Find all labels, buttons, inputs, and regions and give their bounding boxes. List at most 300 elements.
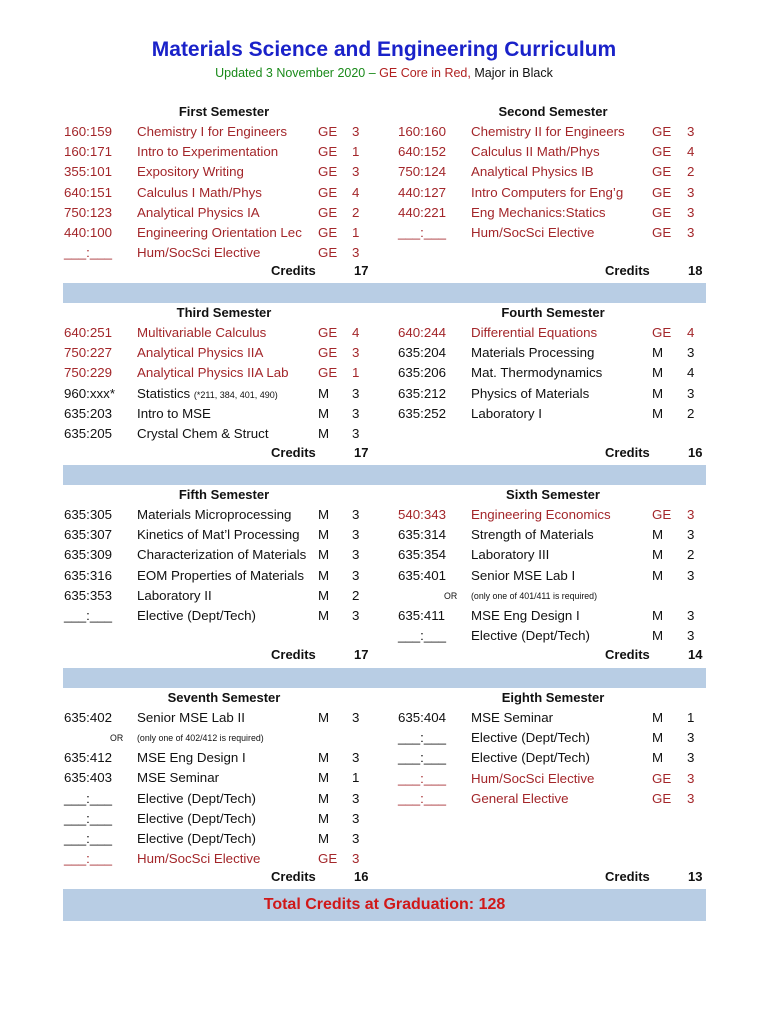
- credits-label: Credits: [605, 647, 650, 662]
- course-name: Elective (Dept/Tech): [137, 810, 256, 826]
- course-type: GE: [652, 770, 672, 786]
- course-name-cell: [471, 384, 589, 404]
- course-name-cell: [471, 404, 542, 424]
- course-type: GE: [318, 204, 338, 220]
- semester-8: [398, 688, 708, 809]
- course-credits: 2: [687, 547, 695, 563]
- course-name: Hum/SocSci Elective: [137, 245, 261, 261]
- course-code: 635:314: [398, 527, 447, 543]
- course-type: M: [318, 607, 330, 623]
- course-name: Eng Mechanics:Statics: [471, 204, 606, 220]
- course-credits: 3: [687, 507, 695, 522]
- course-type: M: [652, 385, 664, 401]
- course-credits: 3: [687, 204, 695, 220]
- course-name: Laboratory III: [471, 547, 550, 563]
- course-code: 640:152: [398, 144, 447, 160]
- course-code: 440:127: [398, 184, 447, 200]
- course-code: ___:___: [64, 607, 113, 623]
- course-name-cell: [471, 626, 590, 646]
- course-name-cell: [471, 769, 594, 789]
- course-name: Intro to Experimentation: [137, 144, 279, 160]
- course-code: 355:101: [64, 164, 113, 180]
- course-name: Analytical Physics IIA: [137, 345, 264, 361]
- course-name-cell: [471, 728, 590, 748]
- total-credits: Total Credits at Graduation: 128: [63, 889, 706, 921]
- course-name: Elective (Dept/Tech): [137, 830, 256, 846]
- course-name-cell: [471, 162, 594, 182]
- course-row: [398, 363, 708, 383]
- course-name: Materials Microprocessing: [137, 507, 292, 522]
- course-code: 635:412: [64, 750, 113, 766]
- course-credits: 3: [352, 547, 360, 563]
- course-name-cell: [137, 545, 306, 565]
- course-name: Materials Processing: [471, 345, 595, 361]
- course-name-cell: [471, 708, 553, 728]
- course-row: [64, 323, 384, 343]
- course-name-cell: [471, 142, 600, 162]
- course-name: Elective (Dept/Tech): [137, 607, 256, 623]
- course-code: 640:244: [398, 325, 447, 340]
- course-code: 635:212: [398, 385, 447, 401]
- course-name-cell: [471, 606, 580, 626]
- course-name-cell: [137, 243, 260, 263]
- subtitle-updated: Updated 3 November 2020 –: [215, 66, 380, 80]
- course-row: [398, 789, 708, 809]
- course-row: [64, 122, 384, 142]
- course-code: 635:316: [64, 567, 113, 583]
- course-row: [398, 626, 708, 646]
- course-name-cell: [137, 323, 266, 343]
- course-code: 160:171: [64, 144, 113, 160]
- course-name: Intro to MSE: [137, 405, 211, 421]
- course-name: Statistics: [137, 385, 194, 401]
- course-credits: 4: [687, 365, 695, 381]
- section-divider: [63, 283, 706, 303]
- course-name: MSE Seminar: [471, 710, 554, 725]
- course-row: [64, 829, 384, 849]
- course-type: GE: [652, 204, 672, 220]
- credits-total: 16: [354, 869, 369, 884]
- course-name: Differential Equations: [471, 325, 598, 340]
- course-name: Calculus I Math/Phys: [137, 184, 262, 200]
- course-code: ___:___: [398, 627, 447, 643]
- semester-title: Seventh Semester: [167, 690, 281, 705]
- course-row: [398, 323, 708, 343]
- course-name: MSE Eng Design I: [137, 750, 246, 766]
- course-credits: 3: [687, 184, 695, 200]
- course-type: M: [318, 830, 330, 846]
- or-label: OR: [110, 733, 124, 744]
- course-type: GE: [652, 124, 672, 139]
- course-code: 635:402: [64, 710, 113, 725]
- course-name-cell: [471, 525, 594, 545]
- course-type: M: [318, 527, 330, 543]
- credits-label: Credits: [605, 869, 650, 884]
- semester-title: Eighth Semester: [501, 690, 605, 705]
- course-row: [398, 223, 708, 243]
- course-type: M: [318, 790, 330, 806]
- course-credits: 3: [687, 224, 695, 240]
- course-name-cell: [137, 203, 260, 223]
- section-divider: [63, 465, 706, 485]
- course-type: M: [652, 547, 664, 563]
- course-credits: 4: [687, 144, 695, 160]
- semester-3: [64, 303, 384, 444]
- course-type: GE: [318, 184, 338, 200]
- course-row: [64, 142, 384, 162]
- course-credits: 3: [687, 124, 695, 139]
- course-credits: 3: [352, 750, 360, 766]
- page-subtitle: [0, 66, 768, 80]
- course-row: [64, 363, 384, 383]
- course-credits: 2: [687, 164, 695, 180]
- course-row: [64, 183, 384, 203]
- course-credits: 3: [352, 405, 360, 421]
- course-row: [64, 586, 384, 606]
- course-name: Elective (Dept/Tech): [471, 627, 590, 643]
- course-credits: 3: [687, 750, 695, 766]
- course-row: [64, 768, 384, 788]
- course-code: 750:123: [64, 204, 113, 220]
- page-title: Materials Science and Engineering Curriculum: [151, 38, 617, 61]
- course-name-cell: [137, 122, 287, 142]
- course-row: [398, 122, 708, 142]
- course-row: [398, 384, 708, 404]
- course-credits: 3: [352, 245, 360, 261]
- course-row: [398, 728, 708, 748]
- course-code: 635:305: [64, 507, 113, 522]
- course-row: [64, 243, 384, 263]
- course-type: M: [652, 345, 664, 361]
- course-row: [64, 748, 384, 768]
- course-type: GE: [318, 245, 338, 261]
- course-name: Expository Writing: [137, 164, 244, 180]
- course-row: [398, 545, 708, 565]
- course-name-cell: [137, 162, 244, 182]
- course-type: M: [318, 425, 330, 441]
- semester-title: Second Semester: [498, 104, 608, 119]
- course-code: 160:159: [64, 124, 113, 139]
- course-type: M: [652, 710, 664, 725]
- course-code: 635:309: [64, 547, 113, 563]
- credits-label: Credits: [271, 263, 316, 278]
- course-name-cell: [137, 223, 302, 243]
- course-credits: 3: [352, 507, 360, 522]
- semester-title: Fourth Semester: [501, 305, 605, 320]
- course-name: EOM Properties of Materials: [137, 567, 305, 583]
- course-type: GE: [652, 184, 672, 200]
- course-type: M: [318, 810, 330, 826]
- course-row: [398, 505, 708, 525]
- course-name-cell: [471, 748, 590, 768]
- or-label: OR: [444, 590, 458, 601]
- course-name: Intro Computers for Eng’g: [471, 184, 624, 200]
- course-type: M: [652, 567, 664, 583]
- course-name: Characterization of Materials: [137, 547, 307, 563]
- course-code: ___:___: [398, 224, 447, 240]
- credits-total: 17: [354, 263, 369, 278]
- course-name-cell: [137, 525, 300, 545]
- course-type: GE: [318, 365, 338, 381]
- or-note-row: [398, 586, 708, 606]
- semester-6: [398, 485, 708, 646]
- course-name: Analytical Physics IB: [471, 164, 594, 180]
- course-row: [398, 769, 708, 789]
- course-note: (*211, 384, 401, 490): [193, 389, 278, 400]
- course-code: 440:221: [398, 204, 447, 220]
- course-credits: 3: [352, 607, 360, 623]
- course-row: [64, 545, 384, 565]
- requirement-note: (only one of 402/412 is required): [137, 733, 264, 744]
- course-row: [398, 708, 708, 728]
- course-name-cell: [137, 404, 211, 424]
- credits-total: 14: [688, 647, 703, 662]
- course-type: GE: [652, 325, 672, 340]
- course-name: Hum/SocSci Elective: [137, 851, 261, 867]
- course-name-cell: [137, 384, 278, 405]
- course-row: [64, 789, 384, 809]
- course-credits: 3: [687, 627, 695, 643]
- course-code: 750:124: [398, 164, 447, 180]
- course-name-cell: [137, 768, 219, 788]
- course-type: GE: [652, 790, 672, 806]
- course-row: [64, 809, 384, 829]
- course-name: Crystal Chem & Struct: [137, 425, 269, 441]
- course-code: 635:403: [64, 770, 113, 786]
- semester-title: Sixth Semester: [506, 487, 600, 502]
- semester-2: [398, 102, 708, 243]
- course-code: 635:307: [64, 527, 113, 543]
- course-credits: 3: [687, 527, 695, 543]
- course-name-cell: [471, 323, 597, 343]
- credits-total: 18: [688, 263, 703, 278]
- course-code: 640:251: [64, 325, 113, 340]
- course-name-cell: [137, 606, 256, 626]
- course-code: 160:160: [398, 124, 447, 139]
- course-code: 635:203: [64, 405, 113, 421]
- course-row: [64, 343, 384, 363]
- course-code: 750:227: [64, 345, 113, 361]
- course-name-cell: [137, 363, 289, 383]
- course-type: M: [318, 587, 330, 603]
- course-row: [64, 849, 384, 869]
- course-row: [64, 424, 384, 444]
- course-name-cell: [137, 424, 269, 444]
- course-name: Hum/SocSci Elective: [471, 224, 595, 240]
- course-name: Kinetics of Mat’l Processing: [137, 527, 300, 543]
- course-name: Hum/SocSci Elective: [471, 770, 595, 786]
- course-credits: 3: [687, 790, 695, 806]
- course-row: [398, 183, 708, 203]
- course-credits: 3: [687, 730, 695, 746]
- course-code: 635:204: [398, 345, 447, 361]
- course-credits: 3: [687, 345, 695, 361]
- course-credits: 3: [687, 567, 695, 583]
- course-code: ___:___: [64, 810, 113, 826]
- course-code: 540:343: [398, 507, 447, 522]
- requirement-note: (only one of 401/411 is required): [471, 590, 598, 601]
- semester-7: [64, 688, 384, 869]
- course-row: [64, 223, 384, 243]
- course-name: Engineering Orientation Lec: [137, 224, 302, 240]
- course-name: Calculus II Math/Phys: [471, 144, 600, 160]
- credits-total: 17: [354, 445, 369, 460]
- credits-label: Credits: [271, 647, 316, 662]
- course-code: ___:___: [64, 830, 113, 846]
- course-code: ___:___: [398, 790, 447, 806]
- course-name: Laboratory I: [471, 405, 542, 421]
- course-type: M: [652, 730, 664, 746]
- course-name-cell: [137, 343, 263, 363]
- course-name: Physics of Materials: [471, 385, 590, 401]
- course-code: 960:xxx*: [64, 385, 115, 401]
- course-code: ___:___: [398, 730, 447, 746]
- course-type: GE: [318, 144, 338, 160]
- course-type: GE: [318, 851, 338, 867]
- course-name-cell: [137, 809, 256, 829]
- subtitle-ge-legend: GE Core in Red,: [379, 66, 475, 80]
- course-credits: 4: [352, 325, 360, 340]
- course-name: Laboratory II: [137, 587, 212, 603]
- course-credits: 3: [352, 790, 360, 806]
- course-code: 635:401: [398, 567, 447, 583]
- course-code: ___:___: [64, 851, 113, 867]
- course-credits: 3: [352, 164, 360, 180]
- course-type: M: [652, 607, 664, 623]
- subtitle-major-legend: Major in Black: [474, 66, 553, 80]
- course-code: 440:100: [64, 224, 113, 240]
- course-name: Senior MSE Lab I: [471, 567, 576, 583]
- course-row: [64, 606, 384, 626]
- course-credits: 3: [352, 385, 360, 401]
- course-name-cell: [471, 343, 594, 363]
- credits-total: 16: [688, 445, 703, 460]
- course-credits: 3: [352, 345, 360, 361]
- course-credits: 2: [352, 204, 360, 220]
- course-credits: 1: [352, 144, 360, 160]
- course-name-cell: [137, 586, 212, 606]
- course-name-cell: [471, 223, 594, 243]
- course-code: 635:252: [398, 405, 447, 421]
- course-code: 635:205: [64, 425, 113, 441]
- course-type: GE: [318, 164, 338, 180]
- course-code: ___:___: [64, 790, 113, 806]
- course-credits: 3: [352, 851, 360, 867]
- course-credits: 4: [352, 184, 360, 200]
- course-credits: 3: [687, 770, 695, 786]
- semester-4: [398, 303, 708, 424]
- course-name: Elective (Dept/Tech): [471, 750, 590, 766]
- course-name-cell: [137, 829, 256, 849]
- course-type: M: [318, 385, 330, 401]
- course-type: GE: [318, 124, 338, 139]
- course-name-cell: [471, 363, 602, 383]
- course-name-cell: [471, 505, 611, 525]
- semester-5: [64, 485, 384, 626]
- course-type: M: [318, 507, 330, 522]
- course-row: [64, 708, 384, 728]
- course-name-cell: [137, 708, 245, 728]
- course-type: M: [318, 770, 330, 786]
- course-name: Elective (Dept/Tech): [471, 730, 590, 746]
- course-row: [64, 525, 384, 545]
- credits-label: Credits: [605, 445, 650, 460]
- credits-label: Credits: [605, 263, 650, 278]
- course-name-cell: [471, 789, 569, 809]
- course-name-cell: [137, 183, 262, 203]
- course-code: 640:151: [64, 184, 113, 200]
- credits-total: 17: [354, 647, 369, 662]
- course-code: 635:354: [398, 547, 447, 563]
- course-row: [398, 748, 708, 768]
- course-code: 750:229: [64, 365, 113, 381]
- credits-total: 13: [688, 869, 703, 884]
- course-name-cell: [471, 566, 575, 586]
- course-name-cell: [137, 849, 260, 869]
- course-name: Analytical Physics IIA Lab: [137, 365, 289, 381]
- course-row: [64, 404, 384, 424]
- course-row: [398, 142, 708, 162]
- semester-1: [64, 102, 384, 263]
- course-name: General Elective: [471, 790, 569, 806]
- course-name-cell: [471, 183, 623, 203]
- course-name: Engineering Economics: [471, 507, 611, 522]
- course-code: ___:___: [398, 770, 447, 786]
- course-credits: 2: [352, 587, 360, 603]
- course-credits: 3: [352, 425, 360, 441]
- course-type: M: [652, 527, 664, 543]
- course-name-cell: [137, 789, 256, 809]
- course-name: Senior MSE Lab II: [137, 710, 245, 725]
- course-type: M: [318, 750, 330, 766]
- course-type: M: [318, 710, 330, 725]
- course-type: GE: [652, 164, 672, 180]
- course-type: M: [318, 567, 330, 583]
- course-row: [398, 343, 708, 363]
- course-code: 635:411: [398, 607, 446, 623]
- course-name: Mat. Thermodynamics: [471, 365, 603, 381]
- course-type: GE: [318, 224, 338, 240]
- course-credits: 3: [352, 810, 360, 826]
- course-name: MSE Seminar: [137, 770, 220, 786]
- course-name-cell: [471, 203, 606, 223]
- course-row: [398, 162, 708, 182]
- credits-label: Credits: [271, 445, 316, 460]
- course-type: GE: [318, 325, 338, 340]
- course-credits: 3: [352, 710, 360, 725]
- course-credits: 3: [352, 567, 360, 583]
- course-name: Strength of Materials: [471, 527, 594, 543]
- course-credits: 4: [687, 325, 695, 340]
- course-name-cell: [137, 142, 278, 162]
- course-row: [398, 203, 708, 223]
- course-code: 635:206: [398, 365, 447, 381]
- course-credits: 2: [687, 405, 695, 421]
- course-type: GE: [652, 507, 672, 522]
- course-code: 635:353: [64, 587, 113, 603]
- course-credits: 3: [687, 385, 695, 401]
- course-type: M: [652, 405, 664, 421]
- course-type: M: [652, 365, 664, 381]
- section-divider: [63, 668, 706, 688]
- course-code: ___:___: [64, 245, 113, 261]
- course-name: MSE Eng Design I: [471, 607, 580, 623]
- course-row: [64, 162, 384, 182]
- semester-title: Third Semester: [176, 305, 272, 320]
- course-credits: 3: [687, 607, 695, 623]
- course-row: [64, 566, 384, 586]
- course-name-cell: [137, 748, 246, 768]
